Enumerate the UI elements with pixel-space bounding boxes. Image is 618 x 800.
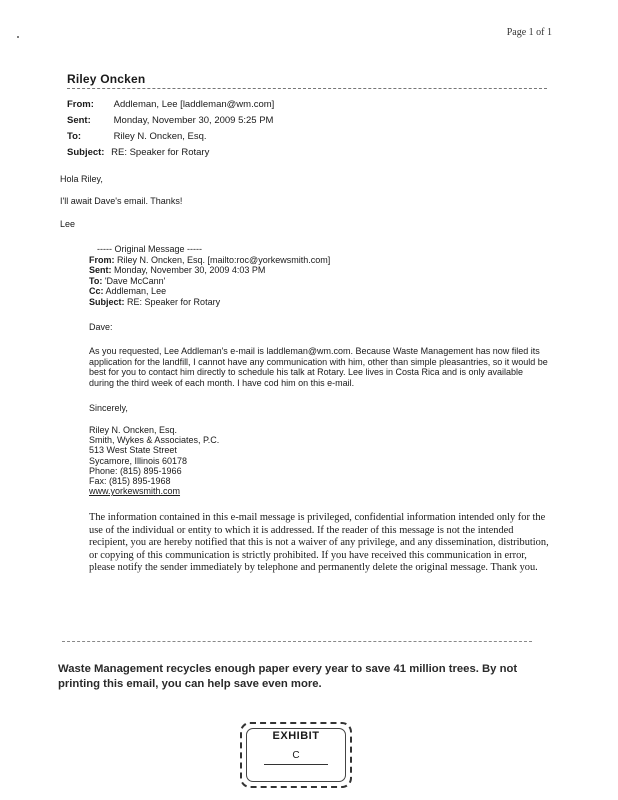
reply-signoff: Lee [60, 219, 76, 229]
footer-divider [62, 641, 532, 642]
signature-block [89, 425, 219, 496]
recycling-footer-note: Waste Management recycles enough paper every year to save 41 million trees. By not printing this email, you can help save even more. [58, 663, 518, 690]
original-to-label: To: [89, 275, 103, 286]
to-label: To: [67, 131, 82, 142]
subject-value: RE: Speaker for Rotary [111, 147, 210, 158]
original-from-value: Riley N. Oncken, Esq. [mailto:roc@yorkewsmith.com] [117, 254, 331, 265]
original-subject-row [89, 297, 330, 308]
original-message-header [89, 244, 330, 307]
header-subject-row [67, 147, 209, 159]
original-closing: Sincerely, [89, 403, 128, 413]
original-cc-label: Cc: [89, 286, 104, 296]
original-sent-row [89, 265, 330, 276]
original-from-row [89, 255, 330, 266]
exhibit-stamp [240, 722, 352, 788]
original-to-row [89, 276, 330, 287]
confidentiality-disclaimer: The information contained in this e-mail message is privileged, confidential information intended only for the use of the individual or entity to which it is addressed. If the reader of this message is not the intended recipient, you are hereby notified that this is not a waiver of any privilege, and any dissemination, distribution, or copying of this communication is strictly prohibited. If you have received this communication in error, please notify the sender immediately by telephone and permanently delete the original message. Thank you. [89, 512, 549, 574]
signature-city: Sycamore, Illinois 60178 [89, 455, 188, 466]
sent-label: Sent: [67, 115, 91, 126]
original-subject-label: Subject: [89, 296, 125, 307]
original-cc-value: Addleman, Lee [105, 286, 167, 296]
exhibit-stamp-letter: C [292, 750, 300, 761]
sent-value: Monday, November 30, 2009 5:25 PM [113, 115, 274, 126]
original-salutation: Dave: [89, 322, 113, 332]
original-to-value: 'Dave McCann' [104, 275, 166, 286]
header-sent-row [67, 115, 273, 127]
original-sent-label: Sent: [89, 265, 112, 275]
original-divider: ----- Original Message ----- [97, 244, 203, 254]
reply-greeting: Hola Riley, [60, 174, 103, 184]
header-to-row [67, 131, 207, 143]
signature-street: 513 West State Street [89, 445, 177, 456]
signature-phone: Phone: (815) 895-1966 [89, 465, 182, 476]
signature-website-link[interactable]: www.yorkewsmith.com [89, 486, 181, 497]
exhibit-stamp-title: EXHIBIT [272, 730, 320, 742]
original-cc-row [89, 286, 330, 297]
scan-speck [17, 36, 19, 38]
subject-label: Subject: [67, 147, 105, 158]
signature-name: Riley N. Oncken, Esq. [89, 425, 178, 435]
original-subject-value: RE: Speaker for Rotary [127, 296, 221, 307]
signature-firm: Smith, Wykes & Associates, P.C. [89, 435, 220, 446]
signature-fax: Fax: (815) 895-1968 [89, 476, 171, 487]
original-sent-value: Monday, November 30, 2009 4:03 PM [114, 265, 266, 275]
original-from-label: From: [89, 254, 115, 265]
header-divider [67, 88, 547, 89]
reply-line: I'll await Dave's email. Thanks! [60, 196, 183, 206]
header-from-row [67, 99, 274, 111]
from-label: From: [67, 99, 94, 110]
original-body: As you requested, Lee Addleman's e-mail is laddleman@wm.com. Because Waste Management has now filed its application for the landfill, I cannot have any communication with him, other than simple pleasantries, so it would be best for you to contact him directly to schedule his talk at Rotary. Lee lives in Costa Rica and is only available during the third week of each month. I have cod him on this e-mail. [89, 346, 548, 388]
exhibit-stamp-line [264, 764, 328, 765]
page-number: Page 1 of 1 [506, 27, 552, 38]
sender-name: Riley Oncken [67, 72, 146, 86]
from-value: Addleman, Lee [laddleman@wm.com] [113, 99, 275, 110]
to-value: Riley N. Oncken, Esq. [113, 131, 207, 142]
